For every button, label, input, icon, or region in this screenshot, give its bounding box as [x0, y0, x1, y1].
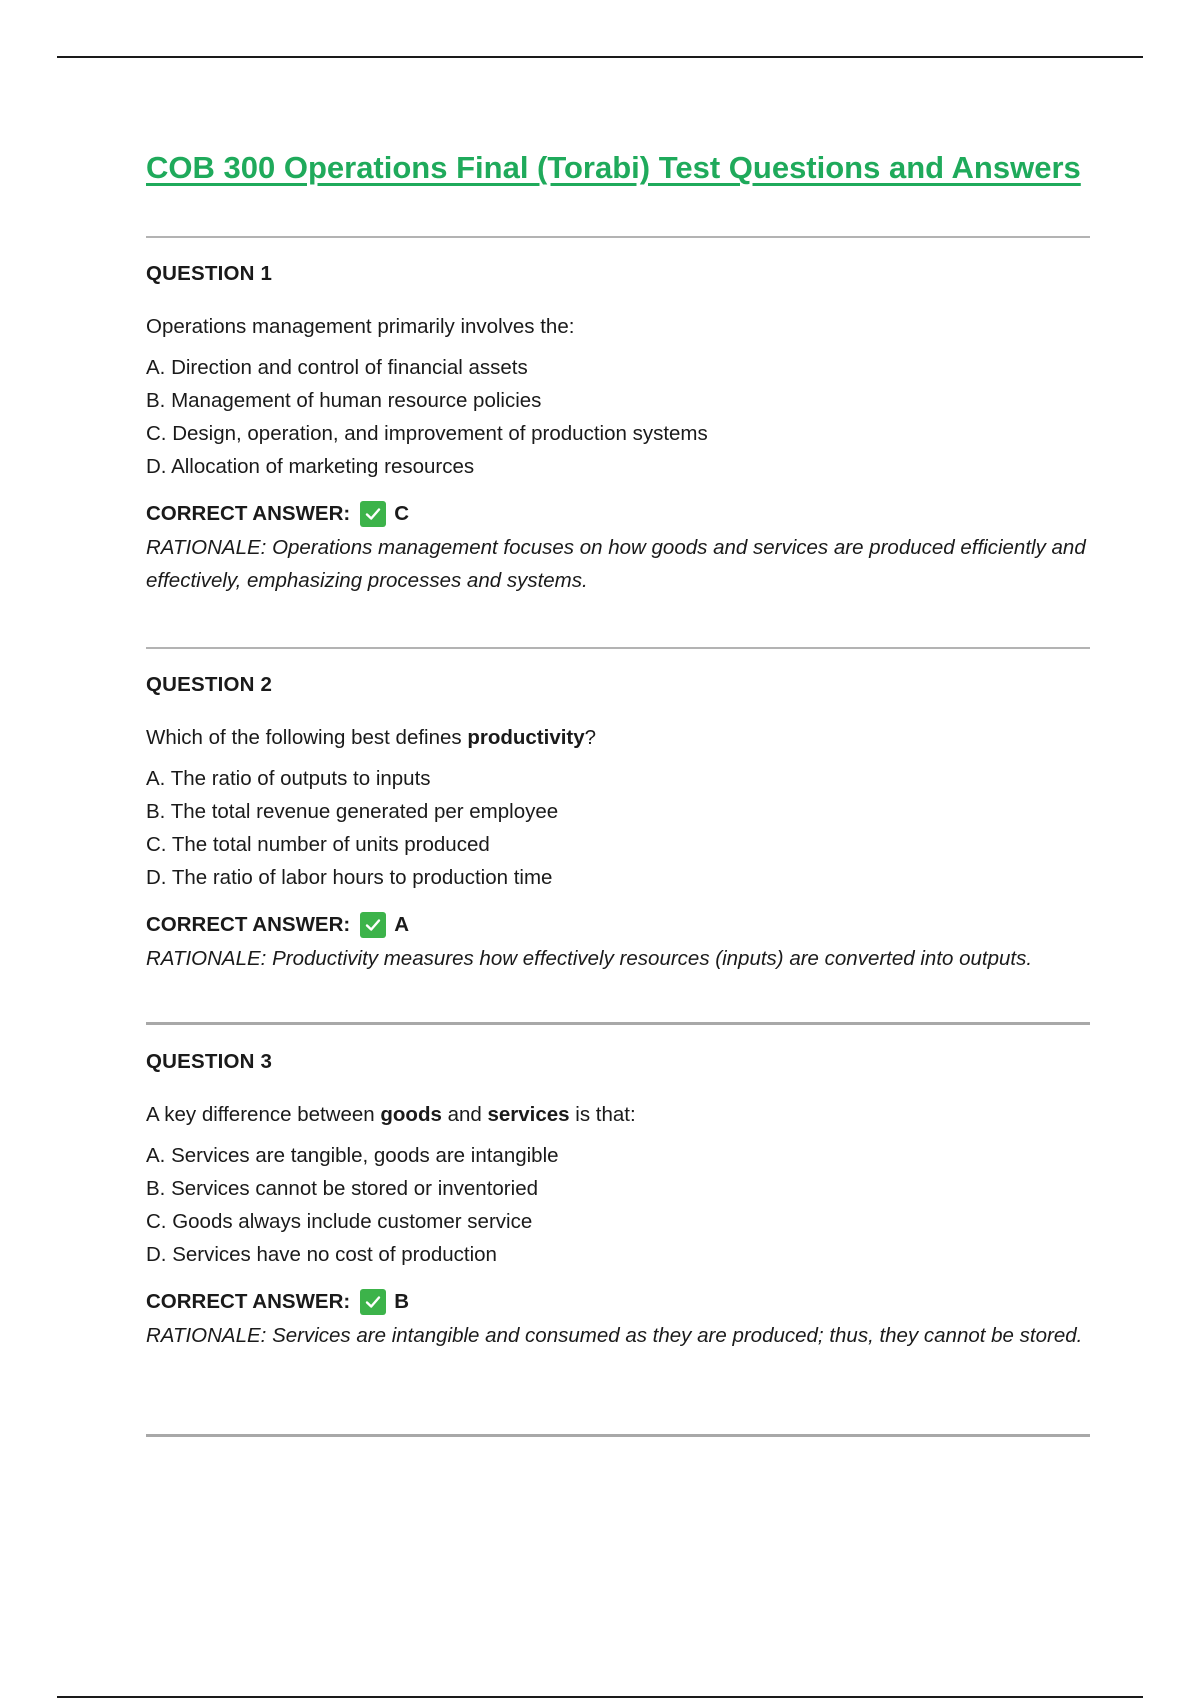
check-mark-icon: [360, 1289, 386, 1315]
question-text-emphasis: services: [487, 1103, 570, 1126]
page-bottom-rule: [57, 1696, 1143, 1698]
correct-answer-value: A: [394, 913, 410, 936]
option-list: [146, 1139, 1090, 1271]
question-text: [146, 1098, 1090, 1131]
question-text: [146, 310, 1090, 343]
correct-answer-value: B: [394, 1290, 410, 1313]
option-item: A. Direction and control of financial assets: [146, 356, 528, 379]
option-list: [146, 351, 1090, 483]
option-item: D. Allocation of marketing resources: [146, 455, 475, 478]
correct-answer-label: CORRECT ANSWER:: [146, 502, 351, 525]
correct-answer-row: [146, 1287, 1090, 1317]
question-text-part: ?: [584, 726, 597, 749]
question-block-3: [146, 1050, 1090, 1352]
correct-answer-value: C: [394, 502, 410, 525]
correct-answer-label: CORRECT ANSWER:: [146, 1290, 351, 1313]
separator: [146, 236, 1090, 238]
rationale-text: RATIONALE: Productivity measures how effectively resources (inputs) are converted into outputs.: [146, 947, 1033, 970]
option-item: A. Services are tangible, goods are intangible: [146, 1144, 559, 1167]
separator: [146, 1434, 1090, 1437]
correct-answer-label: CORRECT ANSWER:: [146, 913, 351, 936]
correct-answer-row: [146, 910, 1090, 940]
option-item: C. Design, operation, and improvement of production systems: [146, 422, 708, 445]
question-heading: QUESTION 2: [146, 673, 273, 696]
option-item: B. The total revenue generated per employee: [146, 800, 559, 823]
separator: [146, 647, 1090, 649]
rationale-text: RATIONALE: Services are intangible and consumed as they are produced; thus, they cannot be stored.: [146, 1324, 1083, 1347]
correct-answer-row: [146, 499, 1090, 529]
document-title: COB 300 Operations Final (Torabi) Test Questions and Answers: [146, 150, 1081, 185]
question-text-part: and: [441, 1103, 488, 1126]
question-text-part: A key difference between: [146, 1103, 381, 1126]
question-text-part: is that:: [569, 1103, 636, 1126]
separator: [146, 1022, 1090, 1025]
question-heading: QUESTION 1: [146, 262, 273, 285]
question-block-2: [146, 673, 1090, 975]
option-item: D. Services have no cost of production: [146, 1243, 497, 1266]
question-heading: QUESTION 3: [146, 1050, 273, 1073]
question-text-emphasis: goods: [380, 1103, 442, 1126]
question-block-1: [146, 262, 1090, 597]
rationale-text: RATIONALE: Operations management focuses on how goods and services are produced efficiently and effectively, emphasizing processes and systems.: [146, 536, 1086, 592]
option-list: [146, 762, 1090, 894]
option-item: B. Management of human resource policies: [146, 389, 542, 412]
check-mark-icon: [360, 501, 386, 527]
page-top-rule: [57, 56, 1143, 58]
check-mark-icon: [360, 912, 386, 938]
option-item: B. Services cannot be stored or inventoried: [146, 1177, 538, 1200]
question-text: [146, 721, 1090, 754]
question-text-part: Operations management primarily involves the:: [146, 315, 575, 338]
option-item: C. Goods always include customer service: [146, 1210, 533, 1233]
question-text-emphasis: productivity: [467, 726, 585, 749]
option-item: A. The ratio of outputs to inputs: [146, 767, 431, 790]
option-item: C. The total number of units produced: [146, 833, 490, 856]
question-text-part: Which of the following best defines: [146, 726, 468, 749]
option-item: D. The ratio of labor hours to production time: [146, 866, 553, 889]
